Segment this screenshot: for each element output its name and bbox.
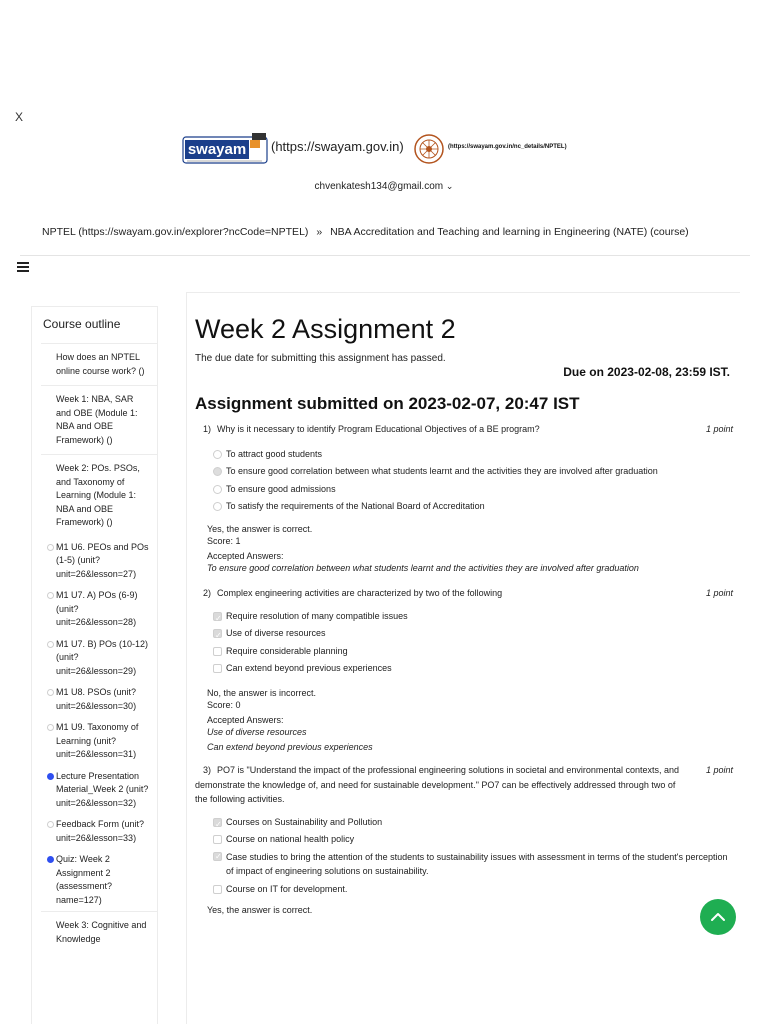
question-point: 1 point (705, 424, 733, 434)
option-radio[interactable] (213, 463, 733, 481)
score-text: Score: 1 (207, 536, 241, 546)
option-checkbox[interactable] (213, 849, 733, 881)
option-checkbox[interactable] (213, 660, 733, 678)
due-date: Due on 2023-02-08, 23:59 IST. (563, 365, 730, 379)
option-label: Require considerable planning (226, 645, 348, 656)
sidebar-item-label: Feedback Form (unit?unit=26&lesson=33) (56, 819, 145, 843)
sidebar-unit-item[interactable] (41, 585, 157, 634)
sidebar-unit-item[interactable] (41, 814, 157, 849)
question-header (195, 763, 733, 807)
checkbox-checked[interactable] (213, 612, 222, 621)
checkbox[interactable] (213, 885, 222, 894)
question-text: PO7 is "Understand the impact of the professional engineering solutions in societal and environmental contexts, and demonstrate the knowledge of, and need for sustainable development." PO7 can be effectively addressed through two of the following activities. (195, 765, 679, 804)
accepted-answers-label: Accepted Answers: (207, 714, 284, 725)
option-label: Courses on Sustainability and Pollution (226, 816, 383, 827)
question-3 (195, 763, 733, 917)
header-logos (0, 131, 768, 171)
svg-text:swayam: swayam (187, 141, 247, 158)
question-1 (195, 422, 733, 575)
sidebar-title: Course outline (43, 317, 121, 331)
sidebar-unit-item[interactable] (41, 634, 157, 683)
result-text: Yes, the answer is correct. (207, 523, 313, 534)
main-content (186, 292, 740, 1024)
accepted-answer: To ensure good correlation between what students learnt and the activities they are involved after graduation (207, 563, 639, 573)
question-text: Why is it necessary to identify Program Educational Objectives of a BE program? (217, 424, 540, 434)
status-dot-icon (47, 689, 54, 696)
answer-feedback (195, 523, 733, 575)
option-label: Course on national health policy (226, 834, 355, 844)
status-dot-icon (47, 544, 54, 551)
sidebar-week-item[interactable] (41, 343, 157, 385)
option-checkbox[interactable] (213, 625, 733, 643)
nptel-link[interactable]: (https://swayam.gov.in/nc_details/NPTEL) (448, 144, 567, 150)
question-header (195, 586, 733, 601)
page-title: Week 2 Assignment 2 (195, 314, 456, 344)
accepted-answer: Use of diverse resources (207, 727, 307, 737)
sidebar-item-label: M1 U6. PEOs and POs (1-5) (unit?unit=26&lesson=27) (56, 541, 149, 579)
sidebar-unit-item[interactable] (41, 849, 157, 911)
status-dot-icon (47, 821, 54, 828)
sidebar-item-label: How does an NPTEL online course work? () (56, 352, 145, 376)
question-point: 1 point (705, 588, 733, 598)
accepted-answers-label: Accepted Answers: (207, 550, 284, 561)
divider (20, 255, 750, 256)
user-menu[interactable] (0, 181, 768, 192)
sidebar-item-label: Quiz: Week 2 Assignment 2 (assessment?name=127) (56, 854, 113, 905)
sidebar-item-label: M1 U7. B) POs (10-12) (unit?unit=26&lesson=29) (56, 638, 149, 676)
option-radio[interactable] (213, 446, 733, 464)
nptel-logo[interactable] (414, 134, 444, 164)
sidebar-list (32, 343, 157, 953)
option-label: Require resolution of many compatible issues (226, 610, 408, 621)
sidebar-item-label: Week 3: Cognitive and Knowledge (56, 920, 147, 944)
completed-dot-icon (47, 773, 54, 780)
option-checkbox[interactable] (213, 814, 733, 832)
checkbox-checked[interactable] (213, 818, 222, 827)
radio-button-selected[interactable] (213, 467, 222, 476)
question-number: 2) (203, 588, 212, 598)
breadcrumb-nptel[interactable]: NPTEL (https://swayam.gov.in/explorer?ncCode=NPTEL) (42, 226, 309, 238)
breadcrumb-course[interactable]: NBA Accreditation and Teaching and learning in Engineering (NATE) (course) (330, 226, 689, 238)
scroll-to-top-button[interactable] (700, 899, 736, 935)
result-text: Yes, the answer is correct. (207, 905, 313, 915)
question-number: 3) (203, 765, 212, 775)
option-label: To attract good students (226, 448, 323, 459)
checkbox[interactable] (213, 647, 222, 656)
checkbox-checked[interactable] (213, 852, 222, 861)
option-checkbox[interactable] (213, 881, 733, 899)
option-checkbox[interactable] (213, 643, 733, 661)
score-text: Score: 0 (207, 700, 241, 710)
course-outline-sidebar (31, 306, 158, 1024)
breadcrumb (42, 226, 689, 238)
sidebar-item-label: M1 U7. A) POs (6-9) (unit?unit=26&lesson=28) (56, 590, 138, 627)
completed-dot-icon (47, 856, 54, 863)
option-label: Can extend beyond previous experiences (226, 663, 392, 673)
sidebar-week-item[interactable] (41, 385, 157, 454)
radio-button[interactable] (213, 502, 222, 511)
breadcrumb-separator: » (316, 226, 323, 238)
question-header (195, 422, 733, 437)
sidebar-item-label: M1 U9. Taxonomy of Learning (unit?unit=26&lesson=31) (56, 722, 139, 759)
sidebar-item-label: Week 2: POs. PSOs, and Taxonomy of Learning (Module 1: NBA and OBE Framework) () (56, 463, 140, 527)
checkbox[interactable] (213, 664, 222, 673)
sidebar-unit-item[interactable] (41, 537, 157, 586)
user-email: chvenkatesh134@gmail.com (314, 181, 444, 192)
sidebar-unit-item[interactable] (41, 682, 157, 717)
hamburger-menu-icon[interactable] (17, 262, 29, 274)
answer-feedback (195, 687, 733, 754)
option-label: Course on IT for development. (226, 883, 348, 894)
question-2 (195, 586, 733, 753)
status-dot-icon (47, 592, 54, 599)
radio-button[interactable] (213, 485, 222, 494)
option-label: Use of diverse resources (226, 628, 326, 638)
status-dot-icon (47, 641, 54, 648)
checkbox[interactable] (213, 835, 222, 844)
status-dot-icon (47, 724, 54, 731)
answer-options (195, 446, 733, 516)
option-label: To ensure good correlation between what students learnt and the activities they are involved after graduation (226, 466, 658, 476)
result-text: No, the answer is incorrect. (207, 687, 317, 698)
question-point: 1 point (705, 765, 733, 775)
chevron-up-icon (710, 909, 726, 925)
answer-feedback (195, 904, 733, 917)
option-checkbox[interactable] (213, 831, 733, 849)
option-label: To satisfy the requirements of the National Board of Accreditation (226, 501, 485, 511)
checkbox-checked[interactable] (213, 629, 222, 638)
sidebar-week-item[interactable] (41, 454, 157, 537)
accepted-answer: Can extend beyond previous experiences (207, 741, 373, 752)
option-checkbox[interactable] (213, 608, 733, 626)
radio-button[interactable] (213, 450, 222, 459)
option-radio[interactable] (213, 498, 733, 516)
due-note: The due date for submitting this assignment has passed. (195, 353, 446, 364)
answer-options (195, 608, 733, 678)
swayam-link[interactable]: (https://swayam.gov.in) (271, 139, 404, 154)
sidebar-unit-item[interactable] (41, 717, 157, 766)
chevron-down-icon: ⌄ (445, 181, 454, 191)
answer-options (195, 814, 733, 899)
question-number: 1) (203, 424, 212, 434)
sidebar-unit-item[interactable] (41, 766, 157, 815)
option-label: Case studies to bring the attention of the students to sustainability issues with assessment in terms of the student's perception of impact of engineering solutions on sustainability. (226, 851, 728, 876)
submission-status: Assignment submitted on 2023-02-07, 20:47 IST (195, 394, 580, 413)
question-text: Complex engineering activities are characterized by two of the following (217, 588, 503, 598)
option-radio[interactable] (213, 481, 733, 499)
sidebar-week-item[interactable] (41, 911, 157, 953)
sidebar-item-label: Week 1: NBA, SAR and OBE (Module 1: NBA and OBE Framework) () (56, 394, 138, 445)
swayam-logo[interactable] (182, 131, 268, 167)
sidebar-item-label: M1 U8. PSOs (unit?unit=26&lesson=30) (56, 687, 137, 711)
sidebar-item-label: Lecture Presentation Material_Week 2 (unit?unit=26&lesson=32) (56, 770, 149, 808)
option-label: To ensure good admissions (226, 483, 336, 494)
close-button[interactable]: X (15, 110, 24, 124)
